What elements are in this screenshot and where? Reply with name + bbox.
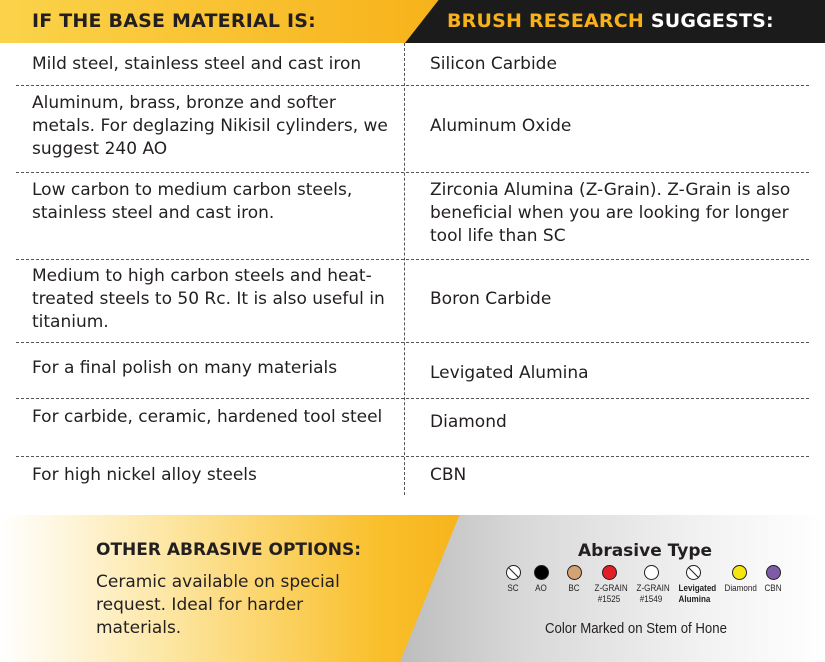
suggestion-cell: Levigated Alumina <box>430 363 589 383</box>
abrasive-type-title: Abrasive Type <box>578 541 713 561</box>
base-material-heading: IF THE BASE MATERIAL IS: <box>32 10 316 32</box>
other-options-text: Ceramic available on special request. Ideal for harder materials. <box>96 572 340 638</box>
material-cell: Medium to high carbon steels and heat-treated steels to 50 Rc. It is also useful in titanium. <box>32 266 385 332</box>
tan-dot-icon <box>567 565 582 580</box>
swatch-label: AO <box>535 583 547 594</box>
no-color-icon <box>686 565 701 580</box>
table-header <box>0 0 825 43</box>
other-options-title: OTHER ABRASIVE OPTIONS: <box>96 540 362 560</box>
swatch-label: Levigated <box>678 583 717 594</box>
swatch-bc <box>557 565 591 594</box>
material-cell: For carbide, ceramic, hardened tool steel <box>32 407 383 427</box>
swatch-cbn <box>756 565 790 594</box>
table-row <box>16 43 809 86</box>
material-cell: Mild steel, stainless steel and cast iron <box>32 54 362 74</box>
table-row <box>16 86 809 173</box>
brand-name: BRUSH RESEARCH <box>447 10 644 32</box>
material-cell: Aluminum, brass, bronze and softer metals. For deglazing Nikisil cylinders, we suggest 240 AO <box>32 93 388 159</box>
swatch-label: Z-GRAIN <box>594 583 628 594</box>
abrasive-table <box>16 43 809 495</box>
suggestion-cell: Aluminum Oxide <box>430 116 572 136</box>
swatch-label: Diamond <box>724 583 757 594</box>
abrasive-color-legend <box>496 565 796 615</box>
swatch-levigated-alumina <box>676 565 717 605</box>
swatch-ao <box>524 565 558 594</box>
swatch-zgrain-1549 <box>634 565 668 605</box>
table-row <box>16 399 809 457</box>
swatch-diamond <box>722 565 756 594</box>
material-cell: Low carbon to medium carbon steels, stainless steel and cast iron. <box>32 180 353 223</box>
suggestion-cell: Boron Carbide <box>430 289 552 309</box>
swatch-label: Z-GRAIN <box>636 583 670 594</box>
black-dot-icon <box>534 565 549 580</box>
swatch-sublabel: Alumina <box>678 594 711 605</box>
swatch-sublabel: #1549 <box>639 594 663 605</box>
column-divider <box>404 43 405 495</box>
material-cell: For high nickel alloy steels <box>32 465 257 485</box>
suggestion-cell: Diamond <box>430 412 507 432</box>
suggestion-cell: Zirconia Alumina (Z-Grain). Z-Grain is also beneficial when you are looking for longer tool life than SC <box>430 180 791 246</box>
material-cell: For a final polish on many materials <box>32 358 338 378</box>
swatch-label: BC <box>568 583 580 594</box>
table-row <box>16 260 809 343</box>
suggestion-heading <box>447 10 774 32</box>
yellow-dot-icon <box>732 565 747 580</box>
suggests-label: SUGGESTS: <box>644 10 774 32</box>
no-color-icon <box>506 565 521 580</box>
suggestion-cell: CBN <box>430 465 467 485</box>
swatch-label: CBN <box>764 583 782 594</box>
table-row <box>16 173 809 260</box>
table-row <box>16 343 809 399</box>
color-marked-caption: Color Marked on Stem of Hone <box>545 620 727 637</box>
suggestion-cell: Silicon Carbide <box>430 54 557 74</box>
red-dot-icon <box>602 565 617 580</box>
table-row <box>16 457 809 495</box>
purple-dot-icon <box>766 565 781 580</box>
swatch-sublabel: #1525 <box>597 594 621 605</box>
swatch-zgrain-1525 <box>592 565 626 605</box>
swatch-label: SC <box>507 583 519 594</box>
white-dot-icon <box>644 565 659 580</box>
